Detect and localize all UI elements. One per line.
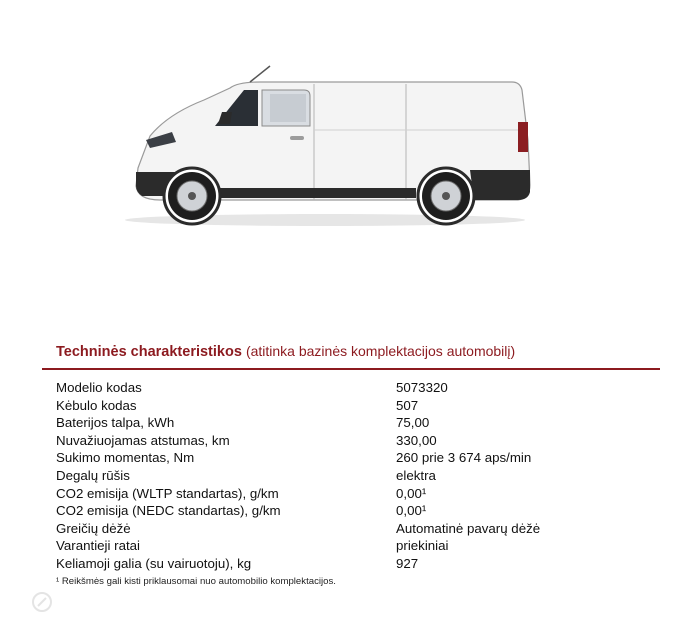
spec-value: 507 bbox=[396, 397, 419, 413]
spec-row bbox=[56, 397, 656, 415]
spec-row bbox=[56, 502, 656, 520]
spec-value: 927 bbox=[396, 555, 419, 571]
title-divider bbox=[42, 368, 660, 370]
section-title bbox=[56, 343, 515, 360]
section-title-subtitle: (atitinka bazinės komplektacijos automobilį) bbox=[245, 343, 516, 359]
spec-label: Keliamoji galia (su vairuotoju), kg bbox=[56, 555, 252, 571]
spec-label: CO2 emisija (WLTP standartas), g/km bbox=[56, 485, 279, 501]
spec-value: 260 prie 3 674 aps/min bbox=[396, 450, 532, 466]
spec-label: CO2 emisija (NEDC standartas), g/km bbox=[56, 503, 281, 519]
spec-value: 0,00¹ bbox=[396, 485, 427, 501]
spec-row bbox=[56, 449, 656, 467]
spec-row bbox=[56, 537, 656, 555]
van-image bbox=[120, 60, 540, 235]
spec-label: Modelio kodas bbox=[56, 380, 142, 395]
spec-value: 5073320 bbox=[396, 380, 448, 395]
footnote: ¹ Reikšmės gali kisti priklausomai nuo automobilio komplektacijos. bbox=[56, 576, 336, 587]
watermark-icon bbox=[30, 590, 60, 614]
spec-value: priekiniai bbox=[396, 538, 449, 554]
spec-table bbox=[56, 379, 656, 573]
spec-label: Varantieji ratai bbox=[56, 538, 141, 554]
section-title-main: Techninės charakteristikos bbox=[56, 344, 242, 360]
spec-label: Sukimo momentas, Nm bbox=[56, 450, 195, 466]
spec-value: 75,00 bbox=[396, 415, 430, 431]
spec-row bbox=[56, 485, 656, 503]
spec-row bbox=[56, 467, 656, 485]
spec-label: Nuvažiuojamas atstumas, km bbox=[56, 432, 230, 448]
spec-label: Greičių dėžė bbox=[56, 520, 131, 536]
spec-value: 330,00 bbox=[396, 432, 437, 448]
spec-label: Degalų rūšis bbox=[56, 467, 130, 483]
spec-row bbox=[56, 555, 656, 573]
spec-row bbox=[56, 432, 656, 450]
spec-row bbox=[56, 414, 656, 432]
spec-value: Automatinė pavarų dėžė bbox=[396, 520, 541, 536]
spec-label: Baterijos talpa, kWh bbox=[56, 415, 175, 431]
spec-row bbox=[56, 520, 656, 538]
spec-value: elektra bbox=[396, 467, 436, 483]
spec-row bbox=[56, 379, 656, 397]
spec-label: Kėbulo kodas bbox=[56, 397, 137, 413]
spec-value: 0,00¹ bbox=[396, 503, 427, 519]
